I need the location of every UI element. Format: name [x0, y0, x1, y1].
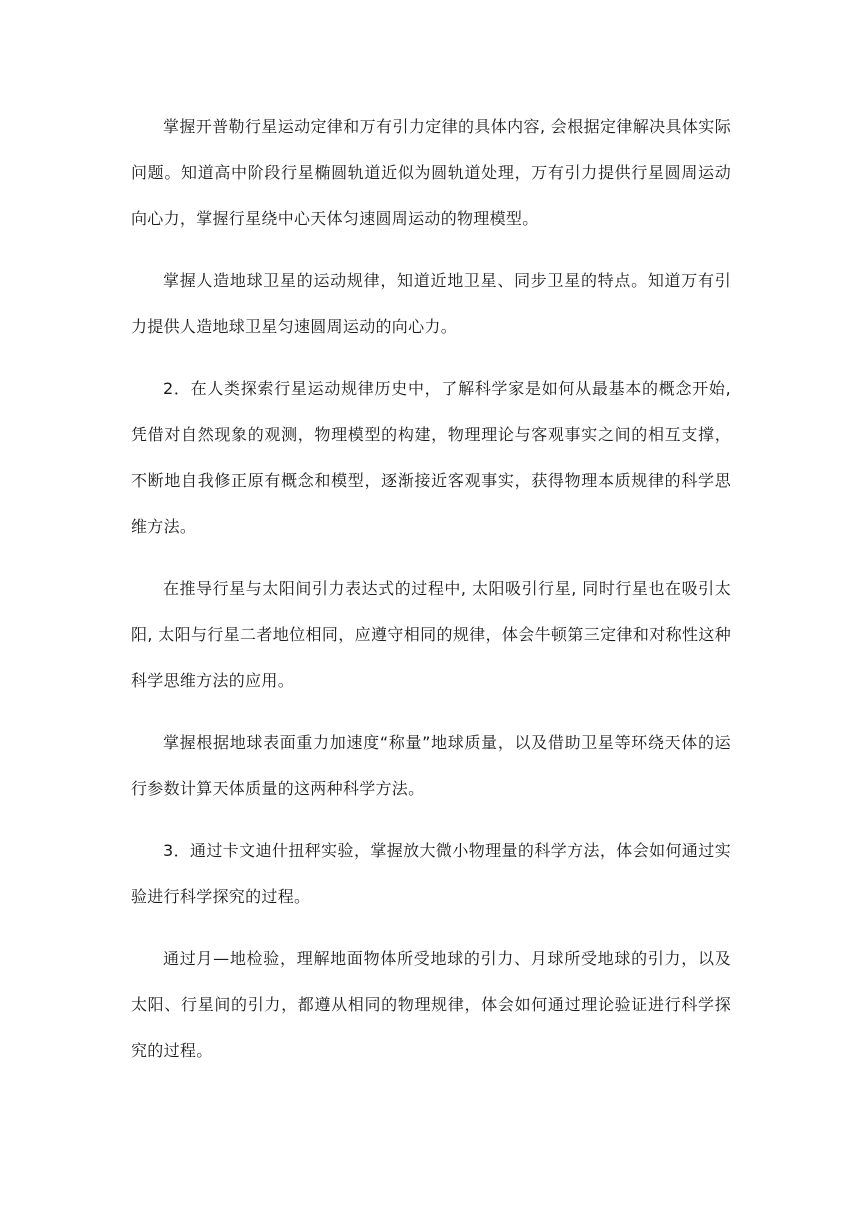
- document-body: [131, 104, 731, 1090]
- paragraph-moon-earth-test: 通过月—地检验，理解地面物体所受地球的引力、月球所受地球的引力，以及太阳、行星间的引力，都遵从相同的物理规律，体会如何通过理论验证进行科学探究的过程。: [131, 949, 731, 1060]
- paragraph-history-of-exploration: 2．在人类探索行星运动规律历史中，了解科学家是如何从最基本的概念开始, 凭借对自然现象的观测，物理模型的构建，物理理论与客观事实之间的相互支撑，不断地自我修正原有概念和模型，逐渐接近客观事实，获得物理本质规律的科学思维方法。: [131, 379, 731, 536]
- paragraph-kepler-gravitation: 掌握开普勒行星运动定律和万有引力定律的具体内容, 会根据定律解决具体实际问题。知道高中阶段行星椭圆轨道近似为圆轨道处理，万有引力提供行星圆周运动向心力，掌握行星绕中心天体匀速圆周运动的物理模型。: [131, 117, 731, 228]
- paragraph-weighing-earth: 掌握根据地球表面重力加速度“称量”地球质量，以及借助卫星等环绕天体的运行参数计算天体质量的这两种科学方法。: [131, 733, 731, 798]
- paragraph-sun-planet-force: 在推导行星与太阳间引力表达式的过程中, 太阳吸引行星, 同时行星也在吸引太阳, 太阳与行星二者地位相同，应遵守相同的规律，体会牛顿第三定律和对称性这种科学思维方法的应用。: [131, 579, 731, 690]
- paragraph-artificial-satellites: 掌握人造地球卫星的运动规律，知道近地卫星、同步卫星的特点。知道万有引力提供人造地球卫星匀速圆周运动的向心力。: [131, 271, 731, 336]
- paragraph-cavendish-experiment: 3．通过卡文迪什扭秤实验，掌握放大微小物理量的科学方法，体会如何通过实验进行科学探究的过程。: [131, 841, 731, 906]
